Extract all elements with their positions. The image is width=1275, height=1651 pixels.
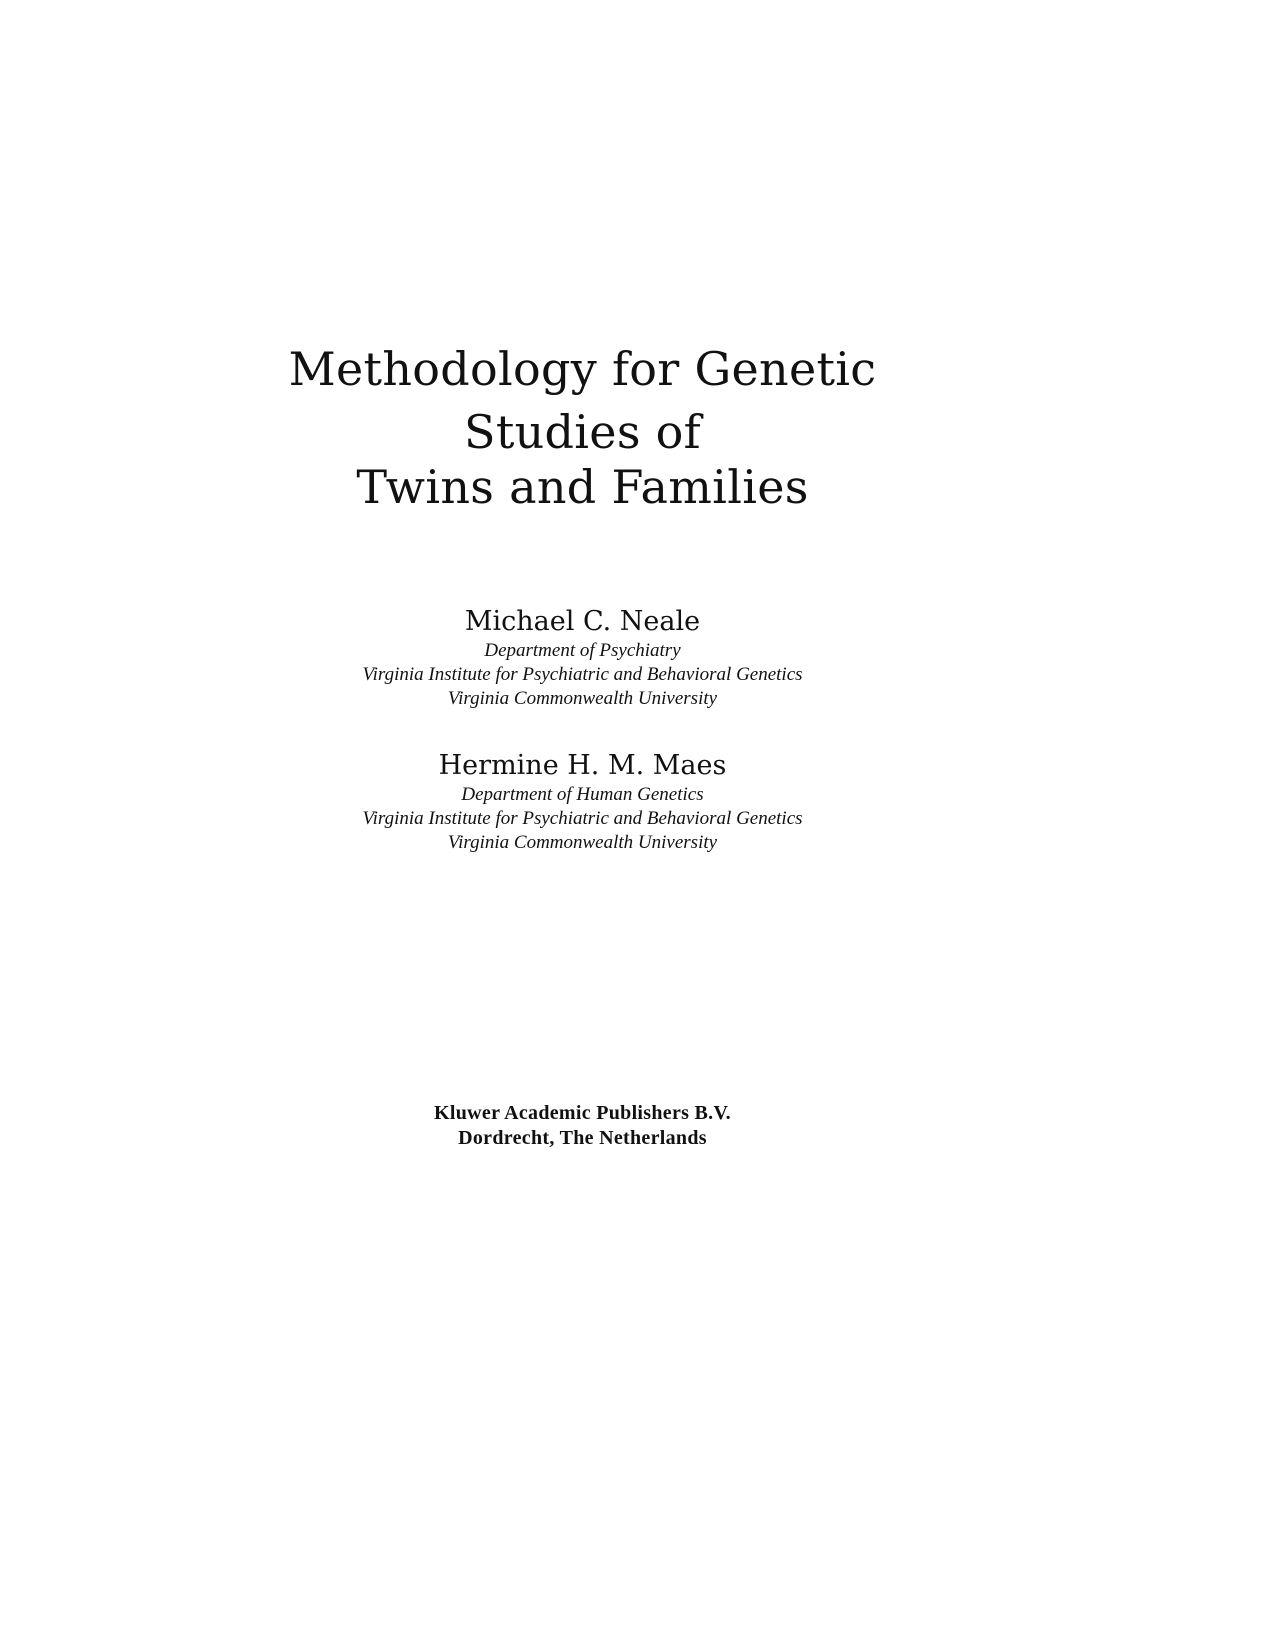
publisher-location: Dordrecht, The Netherlands [458, 1127, 707, 1149]
author-name-2: Hermine H. M. Maes [438, 750, 727, 781]
author-1-institute: Virginia Institute for Psychiatric and Behavioral Genetics [362, 664, 803, 685]
author-1-university: Virginia Commonwealth University [447, 688, 718, 709]
title-line-1: Methodology for Genetic [288, 342, 877, 396]
title-line-2: Studies of [464, 405, 701, 459]
author-2-department: Department of Human Genetics [461, 784, 704, 805]
publisher-name: Kluwer Academic Publishers B.V. [434, 1102, 731, 1124]
author-1-department: Department of Psychiatry [484, 640, 681, 661]
title-line-3: Twins and Families [356, 460, 809, 514]
author-name-1: Michael C. Neale [464, 606, 701, 637]
author-2-institute: Virginia Institute for Psychiatric and Behavioral Genetics [362, 808, 803, 829]
author-2-university: Virginia Commonwealth University [447, 832, 718, 853]
